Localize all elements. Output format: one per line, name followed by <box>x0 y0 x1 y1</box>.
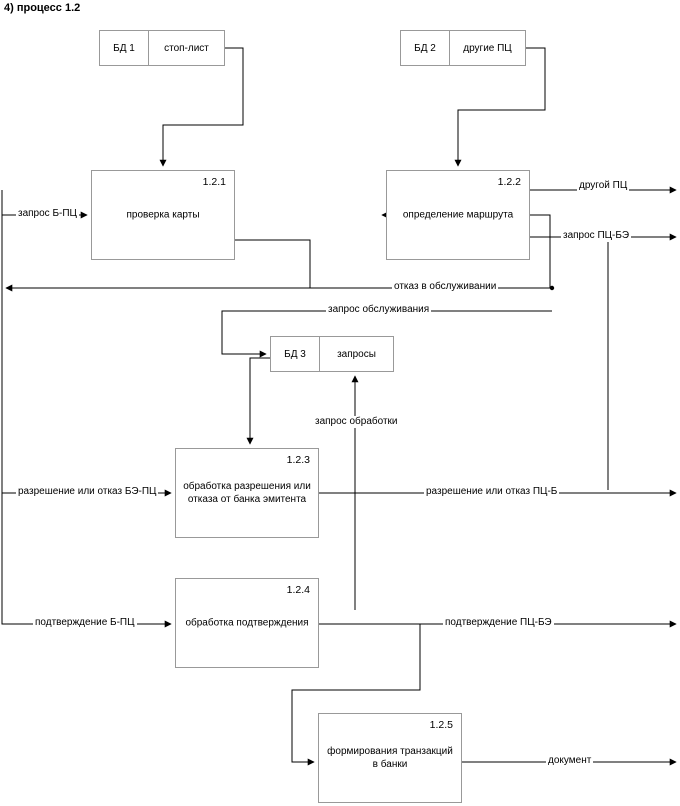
data-store-db-2[interactable] <box>400 30 526 66</box>
flow-label-confirmation-pc-be: подтверждение ПЦ-БЭ <box>445 617 552 628</box>
data-store-db-1-label: стоп-лист <box>164 42 209 54</box>
process-1-2-3-label: обработка разрешения или отказа от банка эмитента <box>183 481 311 505</box>
process-1-2-3[interactable] <box>175 448 319 538</box>
flow-label-request-b-pc: запрос Б-ПЦ <box>18 208 77 219</box>
flow-label-other-pc: другой ПЦ <box>579 180 628 191</box>
process-1-2-3-number: 1.2.3 <box>286 454 310 466</box>
process-1-2-1-label: проверка карты <box>126 209 200 221</box>
page-title: 4) процесс 1.2 <box>4 2 81 14</box>
process-1-2-4[interactable] <box>175 578 319 668</box>
data-store-db-2-id: БД 2 <box>401 31 450 65</box>
process-1-2-2-number: 1.2.2 <box>497 176 521 188</box>
process-1-2-2[interactable] <box>386 170 530 260</box>
data-store-db-3-id: БД 3 <box>271 337 320 371</box>
flow-label-service-request: запрос обслуживания <box>328 304 430 315</box>
process-1-2-1-number: 1.2.1 <box>202 176 226 188</box>
process-1-2-5-number: 1.2.5 <box>429 719 453 731</box>
data-store-db-3[interactable] <box>270 336 394 372</box>
data-store-db-1-id: БД 1 <box>100 31 149 65</box>
process-1-2-4-number: 1.2.4 <box>286 584 310 596</box>
data-store-db-1[interactable] <box>99 30 225 66</box>
flow-label-permission-or-refusal-be-pc: разрешение или отказ БЭ-ПЦ <box>18 486 157 497</box>
process-1-2-1[interactable] <box>91 170 235 260</box>
data-store-db-3-label: запросы <box>337 348 376 360</box>
process-1-2-4-label: обработка подтверждения <box>185 617 309 629</box>
flow-label-permission-or-refusal-pc-b: разрешение или отказ ПЦ-Б <box>426 486 558 497</box>
flow-label-request-pc-be: запрос ПЦ-БЭ <box>563 230 630 241</box>
flow-label-document: документ <box>548 755 592 766</box>
flow-label-confirmation-b-pc: подтверждение Б-ПЦ <box>35 617 135 628</box>
process-1-2-2-label: определение маршрута <box>402 209 514 221</box>
flow-label-processing-request: запрос обработки <box>315 416 398 427</box>
data-store-db-2-label: другие ПЦ <box>463 42 512 54</box>
flow-label-service-refusal: отказ в обслуживании <box>394 281 497 292</box>
process-1-2-5-label: формирования транзакций в банки <box>327 746 453 770</box>
process-1-2-5[interactable] <box>318 713 462 803</box>
